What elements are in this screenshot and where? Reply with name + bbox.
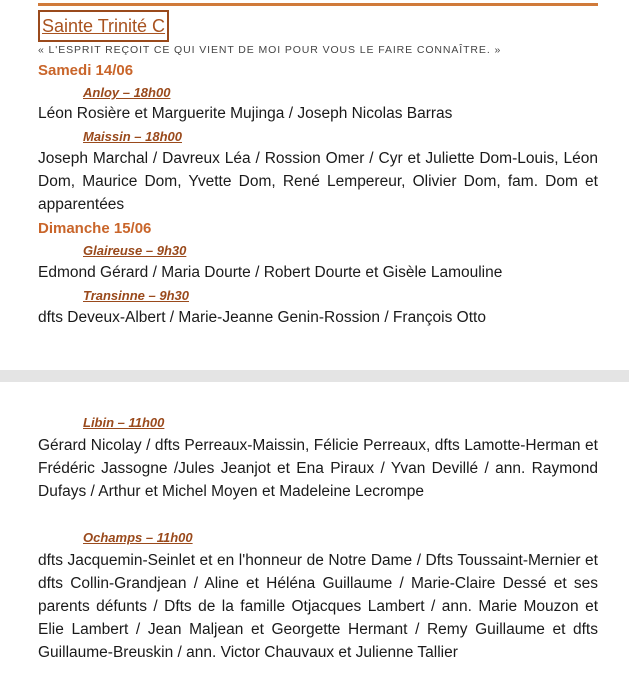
mass-location-libin: Libin – 11h00 [83,415,165,430]
page-two [0,382,629,695]
mass-location-glaireuse: Glaireuse – 9h30 [83,243,187,258]
mass-intentions-maissin: Joseph Marchal / Davreux Léa / Rossion Omer / Cyr et Juliette Dom-Louis, Léon Dom, Maurice Dom, Yvette Dom, René Lempereur, Olivier Dom, fam. Dom et apparentées [38,150,598,213]
day-saturday: Samedi 14/06 [38,62,134,79]
mass-location-anloy: Anloy – 18h00 [83,85,171,100]
parish-title: Sainte Trinité C [38,10,169,42]
mass-intentions-glaireuse: Edmond Gérard / Maria Dourte / Robert Dourte et Gisèle Lamouline [38,264,503,281]
motto: « L'ESPRIT REÇOIT CE QUI VIENT DE MOI POUR VOUS LE FAIRE CONNAÎTRE. » [38,44,502,56]
day-sunday: Dimanche 15/06 [38,220,152,237]
mass-intentions-libin: Gérard Nicolay / dfts Perreaux-Maissin, Félicie Perreaux, dfts Lamotte-Herman et Frédéric Jassogne /Jules Jeanjot et Ena Piraux / Yvan Devillé / ann. Raymond Dufays / Arthur et Michel Moyen et Madeleine Lecrompe [38,437,598,500]
mass-intentions-transinne: dfts Deveux-Albert / Marie-Jeanne Genin-Rossion / François Otto [38,309,486,326]
mass-location-maissin: Maissin – 18h00 [83,129,182,144]
mass-intentions-ochamps: dfts Jacquemin-Seinlet et en l'honneur de Notre Dame / Dfts Toussaint-Mernier et dfts Collin-Grandjean / Aline et Héléna Guillaume / Marie-Claire Dessé et ses parents défunts / Dfts de la famille Otjacques Lambert / ann. Marie Mouzon et Elie Lambert / Jean Maljean et Georgette Hermant / Remy Guillaume et dfts Guillaume-Breuskin / ann. Victor Chauvaux et Julienne Tallier [38,552,598,661]
header-rule [38,3,598,6]
mass-location-ochamps: Ochamps – 11h00 [83,530,193,545]
page-break [0,370,629,382]
mass-location-transinne: Transinne – 9h30 [83,288,189,303]
mass-intentions-anloy: Léon Rosière et Marguerite Mujinga / Joseph Nicolas Barras [38,105,453,122]
